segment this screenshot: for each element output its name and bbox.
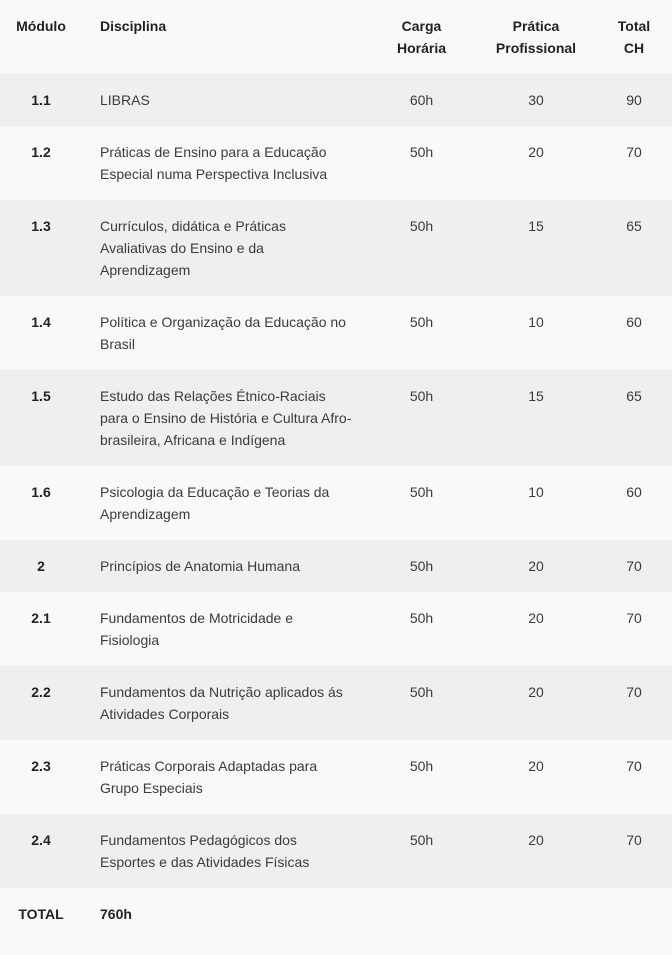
cell-pratica-profissional: 30	[528, 92, 544, 108]
cell-disciplina: Princípios de Anatomia Humana	[100, 558, 300, 574]
cell-pratica-profissional: 20	[528, 144, 544, 160]
cell-pratica-profissional: 15	[528, 388, 544, 404]
cell-modulo: 1.3	[31, 218, 51, 234]
cell-total-ch: 60	[626, 314, 642, 330]
cell-carga-horaria: 50h	[409, 218, 434, 234]
header-total-ch: Total CH	[617, 18, 651, 56]
table-row	[0, 592, 672, 666]
cell-modulo: 1.5	[31, 388, 51, 404]
cell-pratica-profissional: 20	[528, 832, 544, 848]
cell-carga-horaria: 50h	[409, 314, 434, 330]
cell-disciplina: LIBRAS	[100, 92, 150, 108]
cell-modulo: 1.2	[31, 144, 51, 160]
cell-total-ch: 70	[626, 558, 642, 574]
cell-disciplina: Estudo das Relações Étnico-Raciais para o Ensino de História e Cultura Afro-brasileira, Africana e Indígena	[100, 388, 352, 448]
cell-total-ch: 70	[626, 610, 642, 626]
cell-total-ch: 60	[626, 484, 642, 500]
cell-modulo: 1.1	[31, 92, 51, 108]
cell-total-ch: 70	[626, 144, 642, 160]
total-value: 760h	[100, 906, 132, 922]
table-row	[0, 74, 672, 126]
cell-disciplina: Práticas de Ensino para a Educação Especial numa Perspectiva Inclusiva	[100, 144, 328, 182]
cell-carga-horaria: 50h	[409, 684, 434, 700]
cell-modulo: 2.3	[31, 758, 51, 774]
cell-disciplina: Fundamentos da Nutrição aplicados ás Atividades Corporais	[100, 684, 343, 722]
cell-disciplina: Psicologia da Educação e Teorias da Aprendizagem	[100, 484, 330, 522]
cell-disciplina: Currículos, didática e Práticas Avaliativas do Ensino e da Aprendizagem	[100, 218, 286, 278]
cell-carga-horaria: 60h	[409, 92, 434, 108]
table-row	[0, 370, 672, 466]
empty-cell	[367, 888, 476, 941]
cell-total-ch: 90	[626, 92, 642, 108]
cell-pratica-profissional: 20	[528, 684, 544, 700]
cell-pratica-profissional: 15	[528, 218, 544, 234]
cell-pratica-profissional: 10	[528, 314, 544, 330]
cell-total-ch: 70	[626, 758, 642, 774]
empty-cell	[476, 888, 596, 941]
cell-pratica-profissional: 20	[528, 610, 544, 626]
cell-carga-horaria: 50h	[409, 758, 434, 774]
header-disciplina: Disciplina	[100, 18, 167, 34]
cell-modulo: 1.6	[31, 484, 51, 500]
cell-pratica-profissional: 10	[528, 484, 544, 500]
cell-disciplina: Fundamentos de Motricidade e Fisiologia	[100, 610, 293, 648]
cell-disciplina: Política e Organização da Educação no Brasil	[100, 314, 346, 352]
table-row	[0, 126, 672, 200]
table-row	[0, 814, 672, 888]
cell-total-ch: 70	[626, 832, 642, 848]
cell-disciplina: Fundamentos Pedagógicos dos Esportes e das Atividades Físicas	[100, 832, 310, 870]
cell-modulo: 2.2	[31, 684, 51, 700]
cell-total-ch: 65	[626, 388, 642, 404]
table-row	[0, 740, 672, 814]
cell-modulo: 1.4	[31, 314, 51, 330]
table-row	[0, 296, 672, 370]
cell-pratica-profissional: 20	[528, 758, 544, 774]
cell-carga-horaria: 50h	[409, 144, 434, 160]
cell-disciplina: Práticas Corporais Adaptadas para Grupo Especiais	[100, 758, 318, 796]
cell-carga-horaria: 50h	[409, 484, 434, 500]
table-header-row	[0, 0, 672, 74]
total-label: TOTAL	[18, 906, 64, 922]
cell-total-ch: 65	[626, 218, 642, 234]
cell-carga-horaria: 50h	[409, 610, 434, 626]
empty-cell	[596, 888, 672, 941]
table-row	[0, 540, 672, 592]
table-row	[0, 200, 672, 296]
table-row	[0, 466, 672, 540]
cell-carga-horaria: 50h	[409, 558, 434, 574]
total-row	[0, 888, 672, 941]
table-row	[0, 666, 672, 740]
header-modulo: Módulo	[16, 18, 66, 34]
cell-modulo: 2	[37, 558, 45, 574]
header-pratica-profissional: Prática Profissional	[495, 18, 577, 56]
cell-carga-horaria: 50h	[409, 388, 434, 404]
cell-total-ch: 70	[626, 684, 642, 700]
cell-pratica-profissional: 20	[528, 558, 544, 574]
header-carga-horaria: Carga Horária	[396, 18, 447, 56]
cell-modulo: 2.1	[31, 610, 51, 626]
cell-modulo: 2.4	[31, 832, 51, 848]
cell-carga-horaria: 50h	[409, 832, 434, 848]
